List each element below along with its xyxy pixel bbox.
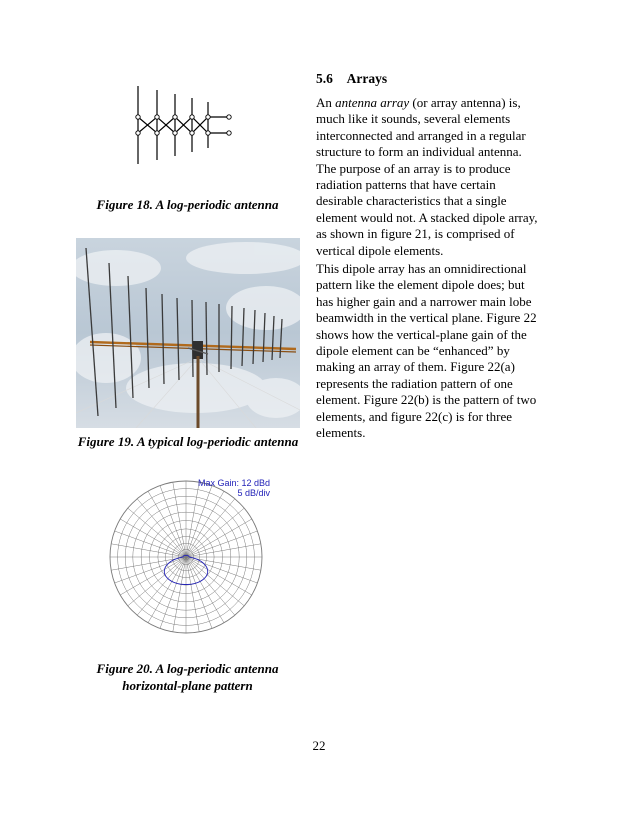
para1-body: (or array antenna) is, much like it sounds, several elements interconnected and arranged in a regular structure to form an individual antenna. The purpose of an array is to produce radiation patterns that have certain desirable characteristics that a single element would not. A stacked dipole array, as shown in figure 21, is comprised of vertical dipole elements. — [316, 95, 538, 258]
section-title: Arrays — [346, 71, 388, 86]
para1-lead: An — [316, 95, 336, 110]
log-periodic-photo — [76, 238, 300, 428]
polar-pattern-chart — [106, 474, 276, 649]
figure-18-caption: Figure 18. A log-periodic antenna — [96, 197, 279, 212]
figure-20-caption-line2: horizontal-plane pattern — [122, 678, 253, 693]
figure-20-caption — [75, 660, 300, 694]
max-gain-label: Max Gain: 12 dBd — [197, 478, 270, 488]
log-periodic-schematic — [120, 80, 240, 170]
paragraph-dipole-array: This dipole array has an omnidirectional pattern like the element dipole does; but has higher gain and a narrower main lobe beamwidth in the vertical plane. Figure 22 shows how the vertical-plane gain of the dipole element can be “enhanced” by making an array of them. Figure 22(a) represents the radiation pattern of one element. Figure 22(b) is the pattern of two elements, and figure 22(c) is for three elements. — [316, 261, 537, 441]
figure-20-caption-line1: Figure 20. A log-periodic antenna — [96, 661, 279, 676]
page-number: 22 — [312, 738, 326, 753]
term-antenna-array: antenna array — [335, 95, 410, 110]
polar-grid — [110, 481, 262, 633]
figure-19-caption: Figure 19. A typical log-periodic antenna — [77, 434, 299, 449]
scale-label: 5 dB/div — [237, 488, 270, 498]
section-heading — [316, 71, 387, 87]
section-number: 5.6 — [316, 71, 333, 86]
paragraph-antenna-array — [316, 95, 542, 259]
